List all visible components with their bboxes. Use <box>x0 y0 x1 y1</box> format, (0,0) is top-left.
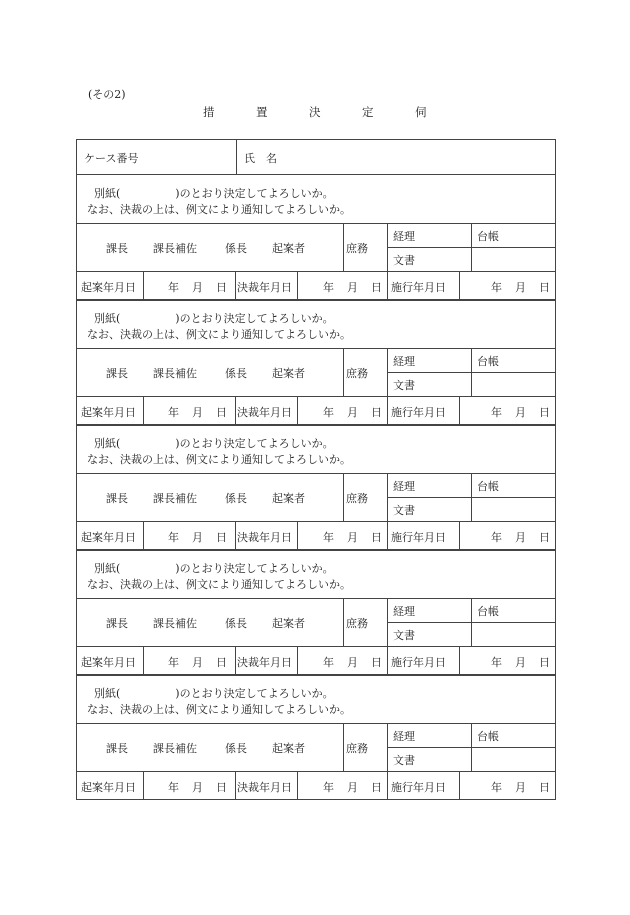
keiri-label: 経理 <box>393 605 415 618</box>
block-bottom-border <box>76 299 555 301</box>
daicho-label: 台帳 <box>477 480 499 493</box>
month-label: 月 <box>347 406 358 419</box>
block-divider <box>76 473 555 474</box>
kianja-label: 起案者 <box>272 367 305 380</box>
approval-vdivider <box>343 223 344 271</box>
table-left-border <box>76 139 77 800</box>
kian-date-label: 起案年月日 <box>81 281 136 294</box>
year-label: 年 <box>323 406 334 419</box>
kakaricho-label: 係長 <box>225 367 247 380</box>
block-bottom-border <box>76 549 555 551</box>
shomu-label: 庶務 <box>346 492 368 505</box>
date-row-vdivider <box>235 271 236 299</box>
shiko-date-label: 施行年月日 <box>391 781 446 794</box>
date-row-top <box>76 771 555 772</box>
month-label: 月 <box>347 781 358 794</box>
daicho-label: 台帳 <box>477 605 499 618</box>
date-row-vdivider <box>143 646 144 674</box>
bunsho-label: 文書 <box>393 629 415 642</box>
year-label: 年 <box>323 281 334 294</box>
keiri-label: 経理 <box>393 480 415 493</box>
shiko-date-label: 施行年月日 <box>391 531 446 544</box>
kian-date-label: 起案年月日 <box>81 656 136 669</box>
kacho-label: 課長 <box>106 617 128 630</box>
request-line-1: 別紙( )のとおり決定してよろしいか。 <box>94 562 334 575</box>
kacho-hosa-label: 課長補佐 <box>153 742 197 755</box>
title-char-5: 伺 <box>415 105 427 119</box>
day-label: 日 <box>216 531 227 544</box>
header-divider <box>236 139 237 174</box>
year-label: 年 <box>168 656 179 669</box>
date-row-vdivider <box>297 521 298 549</box>
request-line-1: 別紙( )のとおり決定してよろしいか。 <box>94 312 334 325</box>
approval-vdivider <box>343 598 344 646</box>
kian-date-label: 起案年月日 <box>81 531 136 544</box>
kian-date-label: 起案年月日 <box>81 781 136 794</box>
date-row-vdivider <box>387 396 388 424</box>
title-char-2: 置 <box>256 105 268 119</box>
month-label: 月 <box>515 281 526 294</box>
kianja-label: 起案者 <box>272 742 305 755</box>
kacho-label: 課長 <box>106 742 128 755</box>
shomu-label: 庶務 <box>346 617 368 630</box>
kakaricho-label: 係長 <box>225 742 247 755</box>
kianja-label: 起案者 <box>272 492 305 505</box>
kakaricho-label: 係長 <box>225 492 247 505</box>
year-label: 年 <box>323 781 334 794</box>
year-label: 年 <box>168 781 179 794</box>
month-label: 月 <box>347 656 358 669</box>
shiko-date-label: 施行年月日 <box>391 656 446 669</box>
month-label: 月 <box>192 781 203 794</box>
year-label: 年 <box>323 656 334 669</box>
kessai-date-label: 決裁年月日 <box>237 281 292 294</box>
block-divider <box>76 723 555 724</box>
month-label: 月 <box>192 406 203 419</box>
date-row-vdivider <box>297 271 298 299</box>
day-label: 日 <box>216 656 227 669</box>
request-line-2: なお、決裁の上は、例文により通知してよろしいか。 <box>87 203 351 216</box>
shomu-label: 庶務 <box>346 242 368 255</box>
day-label: 日 <box>371 531 382 544</box>
kacho-label: 課長 <box>106 492 128 505</box>
year-label: 年 <box>168 406 179 419</box>
kessai-date-label: 決裁年月日 <box>237 781 292 794</box>
header-bottom-border <box>76 174 555 175</box>
approval-vdivider <box>387 223 388 271</box>
month-label: 月 <box>192 656 203 669</box>
approval-vdivider <box>387 723 388 771</box>
bunsho-label: 文書 <box>393 254 415 267</box>
approval-vdivider <box>343 473 344 521</box>
year-label: 年 <box>168 281 179 294</box>
approval-vdivider <box>343 723 344 771</box>
keiri-label: 経理 <box>393 230 415 243</box>
day-label: 日 <box>371 656 382 669</box>
year-label: 年 <box>168 531 179 544</box>
kianja-label: 起案者 <box>272 617 305 630</box>
note-label: (その2) <box>88 88 126 101</box>
kessai-date-label: 決裁年月日 <box>237 531 292 544</box>
block-divider <box>76 598 555 599</box>
day-label: 日 <box>539 406 550 419</box>
request-line-1: 別紙( )のとおり決定してよろしいか。 <box>94 687 334 700</box>
date-row-vdivider <box>143 521 144 549</box>
date-row-vdivider <box>235 771 236 799</box>
date-row-vdivider <box>459 771 460 799</box>
year-label: 年 <box>491 406 502 419</box>
month-label: 月 <box>347 281 358 294</box>
date-row-vdivider <box>143 271 144 299</box>
date-row-vdivider <box>297 646 298 674</box>
date-row-vdivider <box>235 396 236 424</box>
date-row-vdivider <box>387 646 388 674</box>
title-char-1: 措 <box>203 105 215 119</box>
request-line-1: 別紙( )のとおり決定してよろしいか。 <box>94 187 334 200</box>
block-bottom-border <box>76 424 555 426</box>
name-label: 氏 名 <box>244 152 277 165</box>
shomu-label: 庶務 <box>346 742 368 755</box>
kacho-hosa-label: 課長補佐 <box>153 242 197 255</box>
kacho-hosa-label: 課長補佐 <box>153 492 197 505</box>
kacho-hosa-label: 課長補佐 <box>153 617 197 630</box>
approval-vdivider <box>387 598 388 646</box>
day-label: 日 <box>539 531 550 544</box>
approval-vdivider <box>471 598 472 646</box>
day-label: 日 <box>371 406 382 419</box>
keiri-label: 経理 <box>393 730 415 743</box>
keiri-label: 経理 <box>393 355 415 368</box>
date-row-vdivider <box>297 396 298 424</box>
daicho-label: 台帳 <box>477 730 499 743</box>
month-label: 月 <box>515 656 526 669</box>
approval-vdivider <box>471 473 472 521</box>
date-row-vdivider <box>459 271 460 299</box>
date-row-vdivider <box>387 271 388 299</box>
date-row-top <box>76 521 555 522</box>
date-row-vdivider <box>235 646 236 674</box>
title-char-3: 決 <box>309 105 321 119</box>
kianja-label: 起案者 <box>272 242 305 255</box>
bunsho-label: 文書 <box>393 379 415 392</box>
day-label: 日 <box>371 281 382 294</box>
case-number-label: ケース番号 <box>84 152 139 165</box>
date-row-vdivider <box>459 396 460 424</box>
shiko-date-label: 施行年月日 <box>391 281 446 294</box>
case-number-field[interactable] <box>150 140 234 173</box>
table-right-border <box>555 139 556 800</box>
date-row-vdivider <box>235 521 236 549</box>
day-label: 日 <box>371 781 382 794</box>
date-row-vdivider <box>387 771 388 799</box>
month-label: 月 <box>515 406 526 419</box>
approval-vdivider <box>387 473 388 521</box>
kakaricho-label: 係長 <box>225 617 247 630</box>
bunsho-label: 文書 <box>393 504 415 517</box>
block-bottom-border <box>76 799 555 800</box>
kacho-hosa-label: 課長補佐 <box>153 367 197 380</box>
kessai-date-label: 決裁年月日 <box>237 656 292 669</box>
kacho-label: 課長 <box>106 367 128 380</box>
approval-vdivider <box>343 348 344 396</box>
month-label: 月 <box>347 531 358 544</box>
approval-vdivider <box>471 723 472 771</box>
kessai-date-label: 決裁年月日 <box>237 406 292 419</box>
day-label: 日 <box>539 781 550 794</box>
request-line-2: なお、決裁の上は、例文により通知してよろしいか。 <box>87 453 351 466</box>
day-label: 日 <box>539 281 550 294</box>
title-char-4: 定 <box>362 105 374 119</box>
date-row-top <box>76 646 555 647</box>
request-line-1: 別紙( )のとおり決定してよろしいか。 <box>94 437 334 450</box>
day-label: 日 <box>216 281 227 294</box>
year-label: 年 <box>491 656 502 669</box>
month-label: 月 <box>515 781 526 794</box>
request-line-2: なお、決裁の上は、例文により通知してよろしいか。 <box>87 703 351 716</box>
kakaricho-label: 係長 <box>225 242 247 255</box>
day-label: 日 <box>539 656 550 669</box>
month-label: 月 <box>192 281 203 294</box>
date-row-vdivider <box>459 646 460 674</box>
daicho-label: 台帳 <box>477 355 499 368</box>
bunsho-label: 文書 <box>393 754 415 767</box>
year-label: 年 <box>323 531 334 544</box>
shomu-label: 庶務 <box>346 367 368 380</box>
kian-date-label: 起案年月日 <box>81 406 136 419</box>
shiko-date-label: 施行年月日 <box>391 406 446 419</box>
approval-vdivider <box>471 223 472 271</box>
date-row-vdivider <box>387 521 388 549</box>
block-divider <box>76 348 555 349</box>
kacho-label: 課長 <box>106 242 128 255</box>
day-label: 日 <box>216 781 227 794</box>
date-row-top <box>76 396 555 397</box>
block-bottom-border <box>76 674 555 676</box>
year-label: 年 <box>491 781 502 794</box>
approval-vdivider <box>471 348 472 396</box>
daicho-label: 台帳 <box>477 230 499 243</box>
date-row-vdivider <box>143 771 144 799</box>
date-row-vdivider <box>459 521 460 549</box>
request-line-2: なお、決裁の上は、例文により通知してよろしいか。 <box>87 328 351 341</box>
date-row-top <box>76 271 555 272</box>
name-field[interactable] <box>294 140 552 173</box>
day-label: 日 <box>216 406 227 419</box>
month-label: 月 <box>515 531 526 544</box>
year-label: 年 <box>491 531 502 544</box>
block-divider <box>76 223 555 224</box>
approval-vdivider <box>387 348 388 396</box>
date-row-vdivider <box>143 396 144 424</box>
date-row-vdivider <box>297 771 298 799</box>
request-line-2: なお、決裁の上は、例文により通知してよろしいか。 <box>87 578 351 591</box>
month-label: 月 <box>192 531 203 544</box>
year-label: 年 <box>491 281 502 294</box>
